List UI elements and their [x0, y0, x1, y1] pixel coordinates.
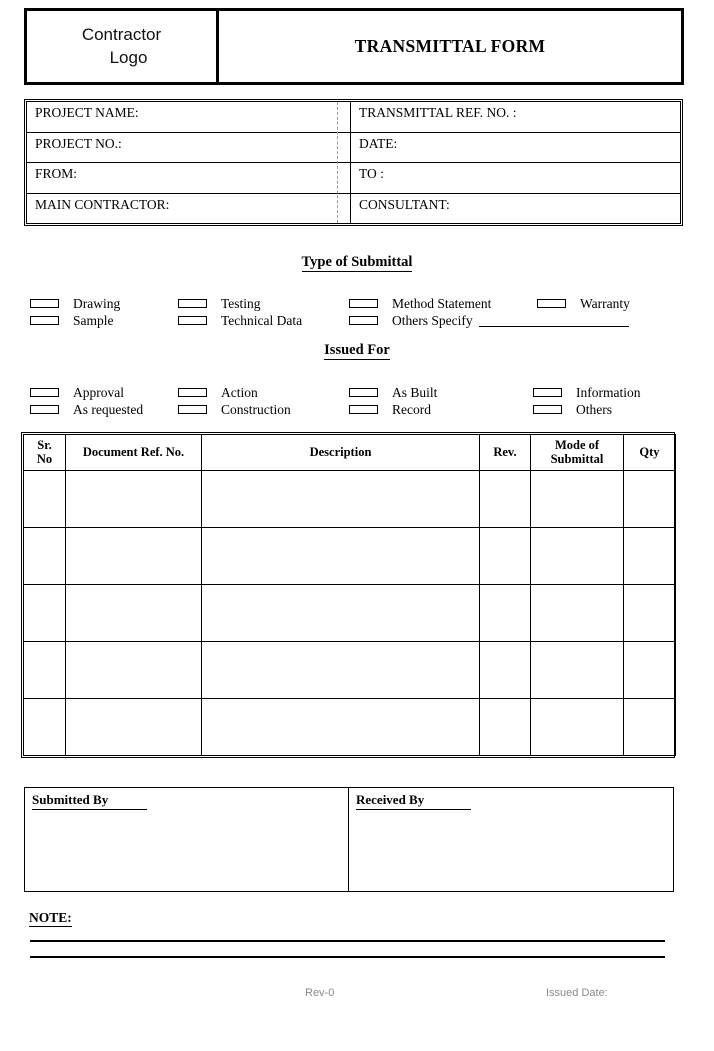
checkbox-label-approval: Approval [73, 384, 124, 400]
document-table-container [21, 432, 675, 758]
document-table-cell[interactable] [480, 641, 531, 698]
checkbox-testing-icon[interactable] [178, 299, 207, 308]
checkbox-label-drawing: Drawing [73, 295, 121, 311]
document-table-cell[interactable] [531, 698, 624, 755]
field-from[interactable]: FROM: [27, 163, 351, 193]
document-table-cell[interactable] [480, 698, 531, 755]
checkbox-label-warranty: Warranty [580, 295, 630, 311]
checkbox-row-method-statement[interactable] [349, 296, 491, 311]
document-table-cell[interactable] [24, 698, 66, 755]
document-table-cell[interactable] [531, 470, 624, 527]
checkbox-row-information[interactable] [533, 385, 640, 400]
issued-for-heading-text: Issued For [324, 342, 390, 358]
document-table-cell[interactable] [66, 470, 202, 527]
checkbox-approval-icon[interactable] [30, 388, 59, 397]
sr-no-line-1: Sr. [37, 438, 52, 452]
checkbox-technical-data-icon[interactable] [178, 316, 207, 325]
document-table-cell[interactable] [531, 527, 624, 584]
checkbox-sample-icon[interactable] [30, 316, 59, 325]
mode-line-2: Submittal [550, 452, 604, 467]
checkbox-label-technical-data: Technical Data [221, 312, 303, 328]
checkbox-construction-icon[interactable] [178, 405, 207, 414]
checkbox-row-drawing[interactable] [30, 296, 120, 311]
received-by-cell[interactable] [349, 788, 673, 891]
logo-line-2: Logo [109, 47, 148, 67]
column-header-document-ref-no: Document Ref. No. [66, 435, 202, 471]
document-table-cell[interactable] [624, 527, 676, 584]
issued-for-heading [0, 342, 714, 359]
checkbox-label-action: Action [221, 384, 258, 400]
form-header [24, 8, 684, 85]
checkbox-row-as-requested[interactable] [30, 402, 143, 417]
document-table-row [24, 641, 676, 698]
checkbox-others-specify-icon[interactable] [349, 316, 378, 325]
document-table-cell[interactable] [202, 641, 480, 698]
document-table-cell[interactable] [480, 584, 531, 641]
checkbox-row-warranty[interactable] [537, 296, 630, 311]
checkbox-method-statement-icon[interactable] [349, 299, 378, 308]
column-header-rev: Rev. [480, 435, 531, 471]
checkbox-drawing-icon[interactable] [30, 299, 59, 308]
type-of-submittal-heading-text: Type of Submittal [301, 254, 413, 270]
document-table-row [24, 698, 676, 755]
type-of-submittal-heading [0, 254, 714, 271]
info-row [27, 102, 680, 133]
checkbox-label-as-built: As Built [392, 384, 438, 400]
document-table-cell[interactable] [480, 470, 531, 527]
checkbox-row-action[interactable] [178, 385, 258, 400]
checkbox-label-others-specify: Others Specify [392, 312, 473, 328]
info-row [27, 194, 680, 224]
contractor-logo-placeholder [27, 11, 219, 82]
submitted-by-cell[interactable] [25, 788, 349, 891]
sr-no-line-2: No [36, 452, 53, 467]
document-table-cell[interactable] [24, 641, 66, 698]
document-table-cell[interactable] [24, 584, 66, 641]
document-table-cell[interactable] [202, 470, 480, 527]
document-table-cell[interactable] [624, 698, 676, 755]
form-title: TRANSMITTAL FORM [354, 36, 546, 56]
received-by-label: Received By [356, 792, 471, 810]
document-table-cell[interactable] [480, 527, 531, 584]
checkbox-row-others-specify[interactable] [349, 313, 629, 328]
field-transmittal-ref-no[interactable]: TRANSMITTAL REF. NO. : [359, 105, 517, 120]
info-row [27, 163, 680, 194]
document-table-cell[interactable] [24, 527, 66, 584]
submitted-by-label: Submitted By [32, 792, 147, 810]
document-table-cell[interactable] [66, 584, 202, 641]
field-consultant[interactable]: CONSULTANT: [359, 196, 450, 212]
checkbox-row-as-built[interactable] [349, 385, 437, 400]
checkbox-label-sample: Sample [73, 312, 114, 328]
document-table [23, 434, 676, 756]
checkbox-label-testing: Testing [221, 295, 261, 311]
checkbox-label-as-requested: As requested [73, 401, 144, 417]
checkbox-others-icon[interactable] [533, 405, 562, 414]
document-table-row [24, 470, 676, 527]
note-label-text: NOTE: [29, 910, 72, 925]
mode-line-1: Mode of [554, 438, 600, 452]
checkbox-row-construction[interactable] [178, 402, 291, 417]
checkbox-row-record[interactable] [349, 402, 431, 417]
document-table-cell[interactable] [66, 641, 202, 698]
checkbox-row-technical-data[interactable] [178, 313, 302, 328]
field-project-no[interactable]: PROJECT NO.: [27, 133, 351, 163]
field-project-name[interactable]: PROJECT NAME: [27, 102, 351, 132]
checkbox-label-others: Others [576, 401, 612, 417]
document-table-cell[interactable] [202, 698, 480, 755]
project-info-grid [24, 99, 683, 226]
signature-section [24, 787, 674, 892]
others-specify-input-line[interactable] [479, 315, 629, 327]
document-table-cell[interactable] [202, 527, 480, 584]
document-table-cell[interactable] [202, 584, 480, 641]
logo-line-1: Contractor [81, 24, 162, 44]
document-table-cell[interactable] [66, 698, 202, 755]
checkbox-warranty-icon[interactable] [537, 299, 566, 308]
info-grid-dashed-divider [337, 102, 338, 223]
checkbox-row-others[interactable] [533, 402, 612, 417]
field-date[interactable]: DATE: [359, 135, 398, 151]
document-table-header-row [24, 435, 676, 471]
note-label [29, 910, 72, 926]
checkbox-record-icon[interactable] [349, 405, 378, 414]
document-table-cell[interactable] [24, 470, 66, 527]
footer-revision: Rev-0 [305, 987, 335, 999]
document-table-cell[interactable] [624, 470, 676, 527]
document-table-cell[interactable] [66, 527, 202, 584]
column-header-sr-no [24, 435, 66, 471]
checkbox-label-method-statement: Method Statement [392, 295, 492, 311]
field-to[interactable]: TO : [359, 166, 384, 181]
document-table-cell[interactable] [624, 641, 676, 698]
document-table-cell[interactable] [531, 641, 624, 698]
checkbox-as-built-icon[interactable] [349, 388, 378, 397]
checkbox-row-sample[interactable] [30, 313, 114, 328]
info-row [27, 133, 680, 164]
column-header-qty: Qty [624, 435, 676, 471]
note-line-1[interactable] [30, 940, 665, 942]
field-main-contractor[interactable]: MAIN CONTRACTOR: [27, 194, 351, 224]
footer-issued-date: Issued Date: [546, 987, 608, 999]
checkbox-as-requested-icon[interactable] [30, 405, 59, 414]
document-table-row [24, 527, 676, 584]
checkbox-action-icon[interactable] [178, 388, 207, 397]
document-table-body [24, 470, 676, 755]
checkbox-row-approval[interactable] [30, 385, 124, 400]
checkbox-label-construction: Construction [221, 401, 291, 417]
checkbox-row-testing[interactable] [178, 296, 261, 311]
note-line-2[interactable] [30, 956, 665, 958]
checkbox-label-information: Information [576, 384, 641, 400]
column-header-description: Description [202, 435, 480, 471]
checkbox-information-icon[interactable] [533, 388, 562, 397]
column-header-mode-of-submittal [531, 435, 624, 471]
document-table-row [24, 584, 676, 641]
document-table-cell[interactable] [531, 584, 624, 641]
checkbox-label-record: Record [392, 401, 431, 417]
document-table-cell[interactable] [624, 584, 676, 641]
